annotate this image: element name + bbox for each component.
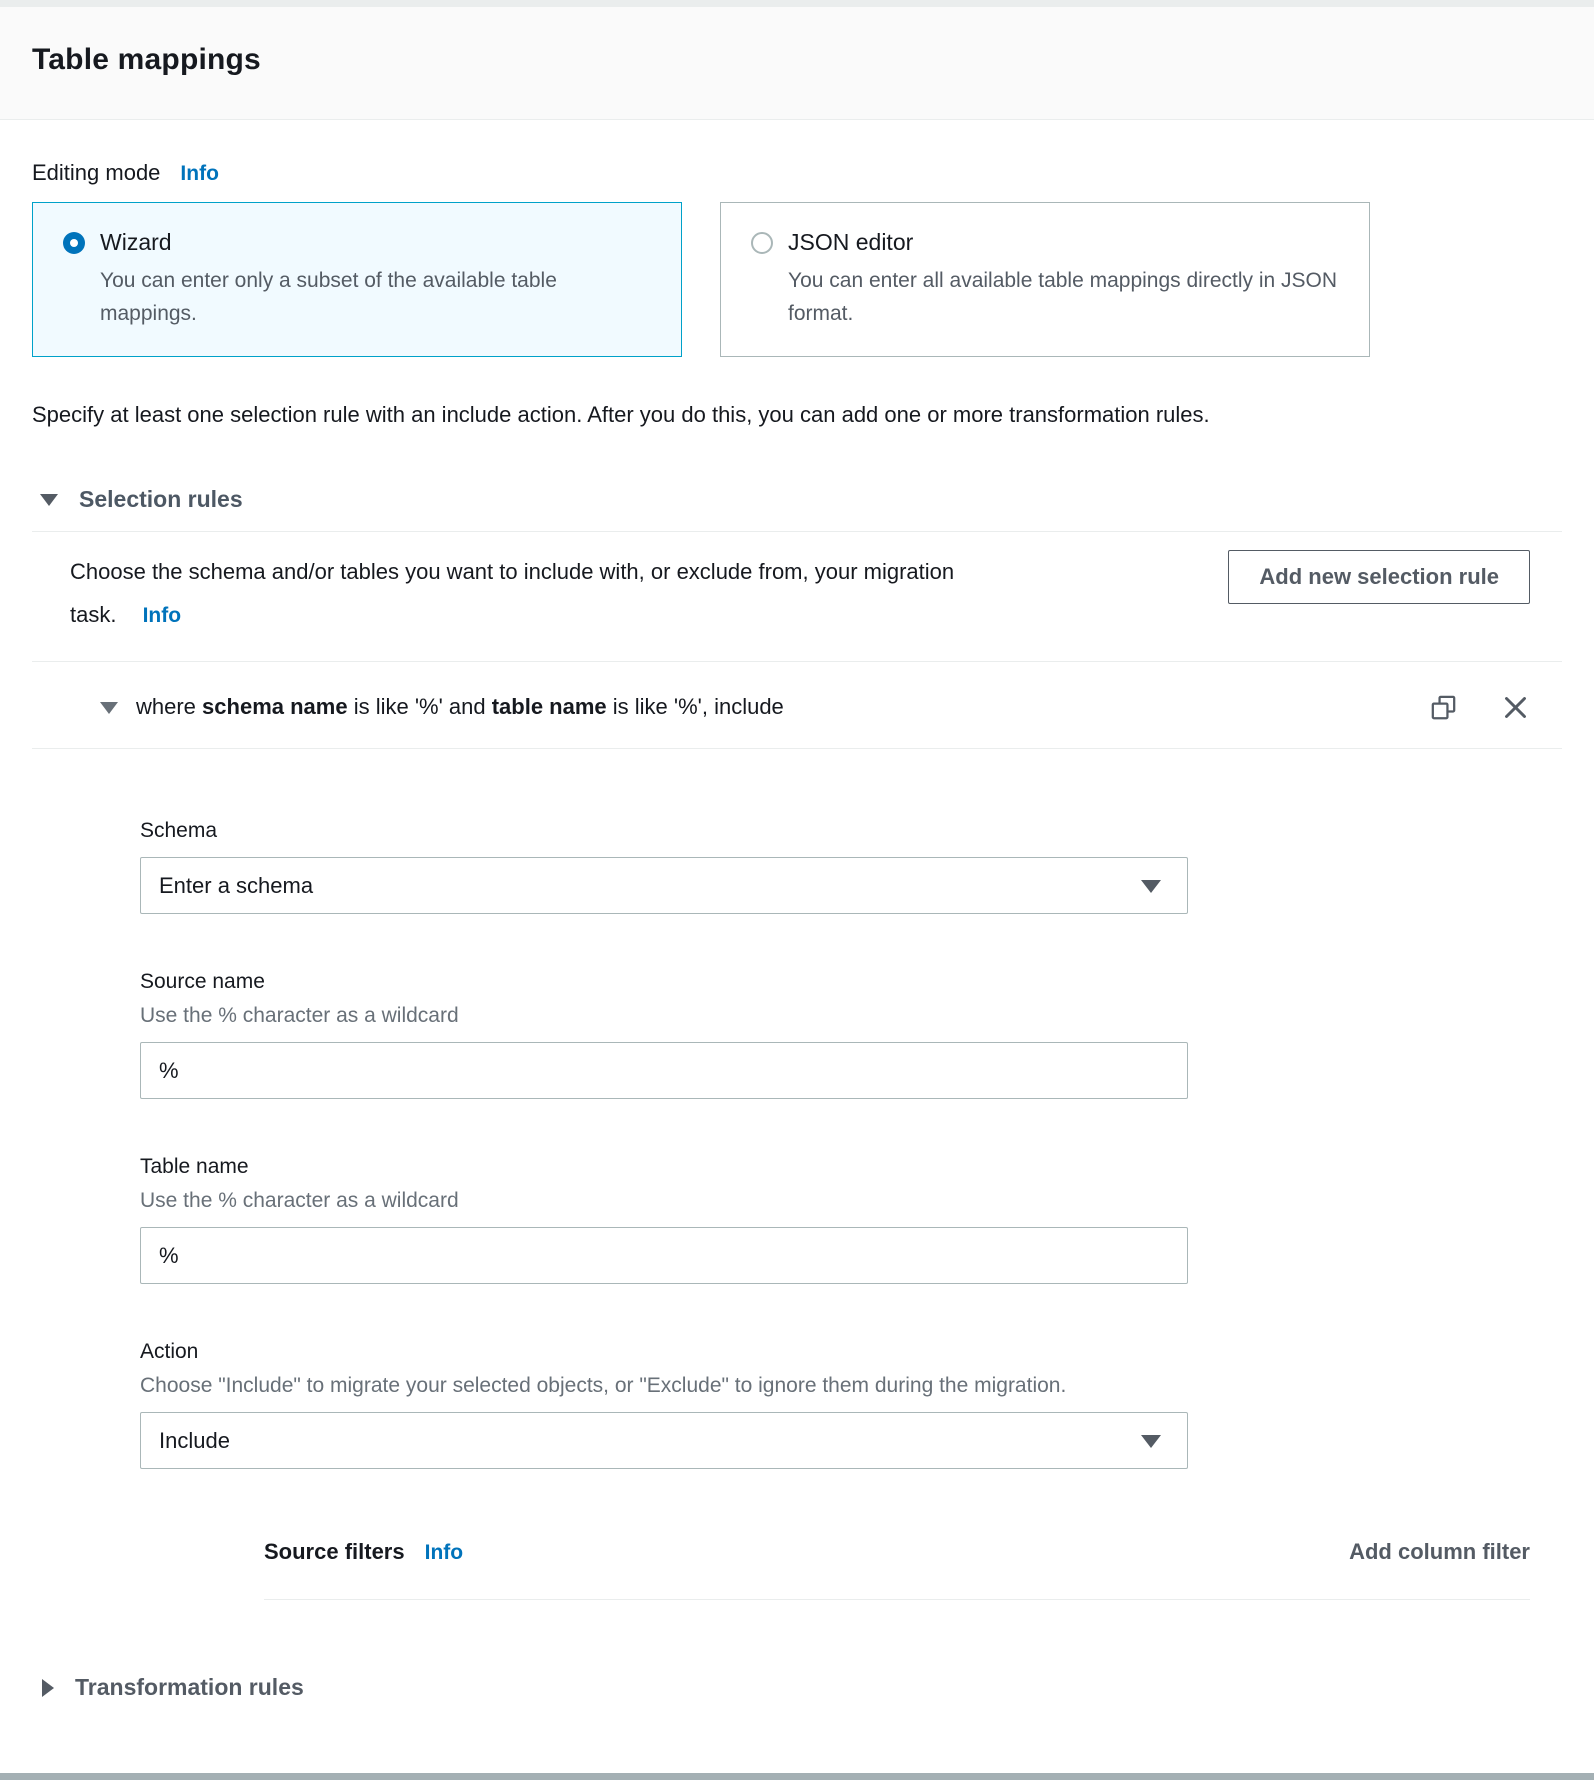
panel-header	[0, 7, 1594, 120]
add-selection-rule-button[interactable]: Add new selection rule	[1228, 550, 1530, 604]
source-name-label: Source name	[140, 970, 265, 993]
selection-rules-info-link[interactable]: Info	[142, 604, 182, 627]
table-name-input[interactable]	[140, 1227, 1188, 1284]
selection-rule-form	[140, 819, 1530, 1600]
wizard-mode-card[interactable]	[32, 202, 682, 357]
json-editor-option-description: You can enter all available table mappings directly in JSON format.	[788, 269, 1338, 325]
transformation-rules-section-header[interactable]	[42, 1674, 1530, 1701]
intro-text: Specify at least one selection rule with an include action. After you do this, you can add one or more transformation rules.	[32, 402, 1210, 427]
selection-rules-description-text: Choose the schema and/or tables you want to include with, or exclude from, your migration task.	[70, 559, 955, 627]
action-label: Action	[140, 1340, 199, 1363]
source-filters-title: Source filters	[264, 1539, 405, 1564]
caret-down-icon[interactable]	[100, 702, 118, 714]
add-column-filter-button[interactable]: Add column filter	[1349, 1539, 1530, 1564]
editing-mode-info-link[interactable]: Info	[180, 162, 219, 185]
source-filters-info-link[interactable]: Info	[424, 1541, 464, 1564]
table-name-label: Table name	[140, 1155, 249, 1178]
schema-label: Schema	[140, 819, 218, 842]
page-top-strip	[0, 0, 1594, 7]
action-select-value: Include	[159, 1427, 230, 1453]
table-name-hint: Use the % character as a wildcard	[140, 1189, 459, 1212]
json-editor-option-label: JSON editor	[788, 229, 914, 255]
wizard-option-description: You can enter only a subset of the available table mappings.	[100, 269, 557, 325]
source-name-input[interactable]	[140, 1042, 1188, 1099]
rule-summary-schema-field: schema name	[202, 694, 348, 719]
editing-mode-options	[32, 202, 1530, 357]
divider	[32, 531, 1562, 532]
duplicate-rule-button[interactable]	[1428, 692, 1458, 722]
rule-summary-middle: is like '%' and	[347, 694, 492, 719]
editing-mode-row	[32, 160, 1530, 186]
caret-down-icon	[1141, 1435, 1161, 1448]
rule-actions	[1428, 692, 1530, 722]
caret-down-icon	[40, 494, 58, 506]
wizard-option-label: Wizard	[100, 229, 172, 255]
caret-down-icon	[1141, 880, 1161, 893]
selection-rules-description	[70, 550, 990, 637]
action-select[interactable]	[140, 1412, 1188, 1469]
radio-unselected-icon[interactable]	[751, 232, 773, 254]
json-editor-mode-card[interactable]	[720, 202, 1370, 357]
close-icon	[1502, 694, 1529, 721]
source-name-hint: Use the % character as a wildcard	[140, 1004, 459, 1027]
source-filters-row	[264, 1539, 1530, 1565]
action-hint: Choose "Include" to migrate your selected objects, or "Exclude" to ignore them during the migration.	[140, 1374, 1067, 1397]
page-title: Table mappings	[32, 43, 261, 76]
rule-summary-table-field: table name	[491, 694, 607, 719]
schema-select-value: Enter a schema	[159, 872, 314, 898]
table-mappings-panel	[0, 160, 1594, 1701]
remove-rule-button[interactable]	[1500, 692, 1530, 722]
rule-summary-prefix: where	[136, 694, 203, 719]
radio-selected-icon[interactable]	[63, 232, 85, 254]
selection-rules-toolbar	[32, 550, 1530, 637]
selection-rules-title: Selection rules	[79, 486, 243, 512]
divider	[32, 748, 1562, 749]
schema-select[interactable]	[140, 857, 1188, 914]
selection-rules-section-header[interactable]	[40, 486, 1530, 513]
transformation-rules-title: Transformation rules	[75, 1674, 304, 1700]
divider	[264, 1599, 1530, 1600]
editing-mode-label: Editing mode	[32, 160, 161, 185]
copy-icon	[1430, 694, 1457, 721]
json-editor-card-header	[751, 229, 1339, 256]
selection-rule-header[interactable]	[32, 662, 1530, 748]
wizard-card-header	[63, 229, 651, 256]
rule-summary	[136, 694, 784, 720]
caret-right-icon	[42, 1679, 54, 1697]
bottom-bar	[0, 1773, 1594, 1780]
rule-summary-suffix: is like '%', include	[606, 694, 784, 719]
